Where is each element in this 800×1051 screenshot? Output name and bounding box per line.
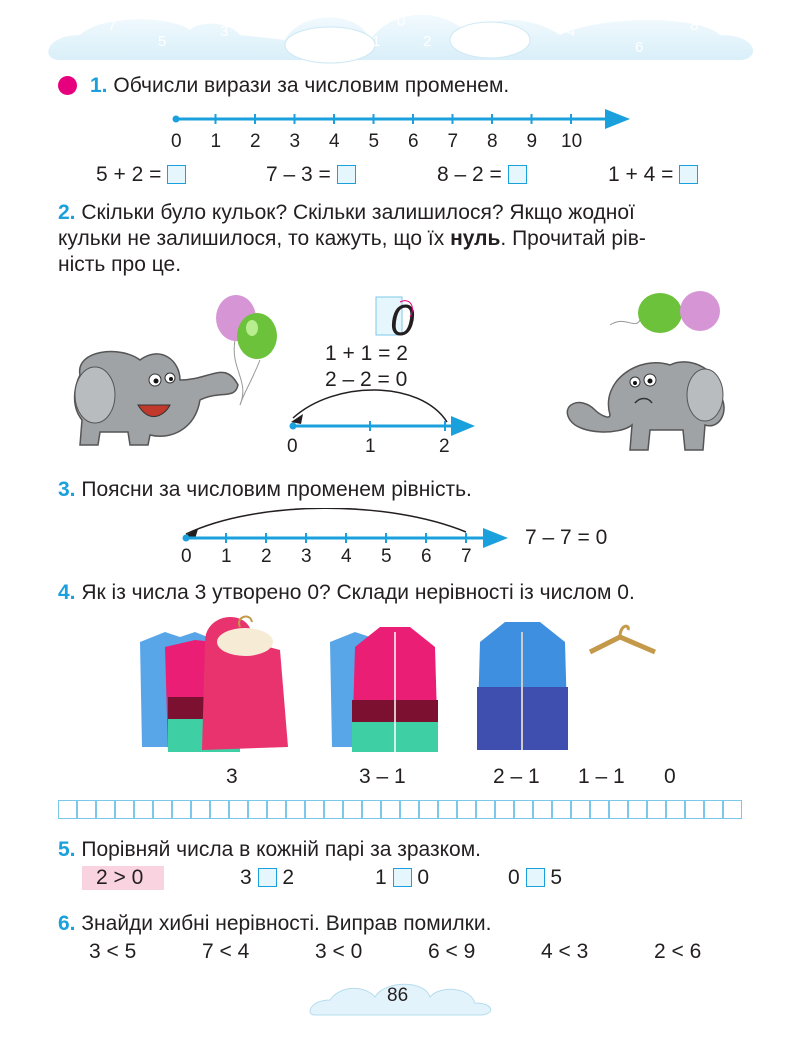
grid-cell[interactable] [704,800,723,819]
bullet-icon [58,76,77,95]
expression: 1 + 4 = [608,163,698,187]
header-digit: 7 [108,17,117,34]
grid-cell[interactable] [58,800,77,819]
header-digit: 3 [220,23,229,40]
grid-cell[interactable] [419,800,438,819]
jacket-caption: 3 – 1 [359,765,406,788]
inequality: 3 < 0 [315,940,363,963]
grid-cell[interactable] [438,800,457,819]
grid-cell[interactable] [514,800,533,819]
jackets-image [120,612,680,762]
answer-box[interactable] [167,165,186,184]
tick-label: 7 [447,131,459,152]
answer-box[interactable] [393,868,412,887]
page-number: 86 [387,985,409,1006]
number-line-1 [160,105,640,153]
grid-cell[interactable] [267,800,286,819]
answer-cell-strip[interactable] [58,800,745,819]
task6-heading: 6. Знайди хибні нерівності. Виправ помилки. [58,912,492,935]
inequality: 7 < 4 [202,940,250,963]
number-line-2 [275,388,495,458]
tick-label: 4 [341,546,352,564]
grid-cell[interactable] [495,800,514,819]
header-digit: 0 [397,13,406,30]
grid-cell[interactable] [191,800,210,819]
tick-label: 1 [365,436,376,457]
expression: 8 – 2 = [437,163,527,187]
equation: 2 – 2 = 0 [325,368,408,391]
header-digit: 6 [635,39,644,56]
grid-cell[interactable] [324,800,343,819]
tick-label: 6 [408,131,419,152]
task5-heading: 5. Порівняй числа в кожній парі за зразком. [58,838,481,861]
grid-cell[interactable] [134,800,153,819]
tick-label: 9 [526,131,538,152]
grid-cell[interactable] [552,800,571,819]
answer-box[interactable] [337,165,356,184]
tick-label: 0 [287,436,298,457]
header-digit: 5 [158,33,167,50]
grid-cell[interactable] [286,800,305,819]
comparison-pair: 0 5 [508,866,563,889]
grid-cell[interactable] [210,800,229,819]
grid-cell[interactable] [77,800,96,819]
grid-cell[interactable] [723,800,742,819]
zero-digit: 0 [390,296,415,342]
answer-box[interactable] [679,165,698,184]
jacket-caption: 3 [226,765,238,788]
grid-cell[interactable] [343,800,362,819]
grid-cell[interactable] [590,800,609,819]
grid-cell[interactable] [666,800,685,819]
tick-label: 3 [301,546,312,564]
tick-label: 5 [381,546,392,564]
tick-label: 6 [421,546,432,564]
tick-label: 7 [461,546,472,564]
grid-cell[interactable] [571,800,590,819]
sample-comparison: 2 > 0 [82,866,164,890]
header-digit: 8 [690,17,699,34]
grid-cell[interactable] [96,800,115,819]
grid-cell[interactable] [628,800,647,819]
answer-box[interactable] [258,868,277,887]
task1-heading [90,74,509,98]
grid-cell[interactable] [533,800,552,819]
task4-heading: 4. Як із числа 3 утворено 0? Склади нерівності із числом 0. [58,581,635,604]
grid-cell[interactable] [229,800,248,819]
elephant-with-balloons-image [60,290,290,460]
tick-label: 2 [261,546,272,564]
grid-cell[interactable] [381,800,400,819]
tick-label: 2 [439,436,450,457]
task-text: Обчисли вирази за числовим променем. [113,74,510,97]
tick-label: 1 [221,546,232,564]
grid-cell[interactable] [457,800,476,819]
zero-writing-sample [370,292,430,342]
grid-cell[interactable] [362,800,381,819]
tick-label: 3 [289,131,301,152]
tick-label: 8 [487,131,498,152]
header-digit: 2 [423,33,432,50]
page-number-cloud [300,975,500,1025]
tick-label: 2 [250,131,261,152]
grid-cell[interactable] [647,800,666,819]
task-number: 1. [90,74,108,97]
grid-cell[interactable] [305,800,324,819]
grid-cell[interactable] [609,800,628,819]
jacket-caption: 2 – 1 [493,765,540,788]
expression: 5 + 2 = [96,163,186,187]
grid-cell[interactable] [153,800,172,819]
header-cloud-banner [0,0,800,75]
grid-cell[interactable] [115,800,134,819]
comparison-pair: 3 2 [240,866,295,889]
answer-box[interactable] [508,165,527,184]
header-digit: 1 [372,33,381,50]
grid-cell[interactable] [248,800,267,819]
grid-cell[interactable] [476,800,495,819]
tick-label: 1 [210,131,222,152]
equation: 1 + 1 = 2 [325,342,408,365]
task2-text: 2. Скільки було кульок? Скільки залишилося? Якщо жодної кульки не залишилося, то кажуть, що їх нуль. Прочитай рів- ність про це. [58,201,646,276]
inequality: 2 < 6 [654,940,702,963]
comparison-pair: 1 0 [375,866,430,889]
inequality: 4 < 3 [541,940,589,963]
jacket-caption: 0 [664,765,676,788]
inequality: 6 < 9 [428,940,476,963]
tick-label: 5 [368,131,380,152]
grid-cell[interactable] [400,800,419,819]
number-line-3 [168,508,528,564]
sad-elephant-balloons-image [540,285,750,460]
jacket-caption: 1 – 1 [578,765,625,788]
equation: 7 – 7 = 0 [525,526,608,549]
expression: 7 – 3 = [266,163,356,187]
header-digit: 4 [567,23,576,40]
tick-label: 4 [329,131,340,152]
grid-cell[interactable] [172,800,191,819]
tick-label: 0 [171,131,182,152]
task3-heading: 3. Поясни за числовим променем рівність. [58,478,472,501]
tick-label: 0 [181,546,192,564]
answer-box[interactable] [526,868,545,887]
grid-cell[interactable] [685,800,704,819]
inequality: 3 < 5 [89,940,137,963]
tick-label: 10 [561,131,583,152]
